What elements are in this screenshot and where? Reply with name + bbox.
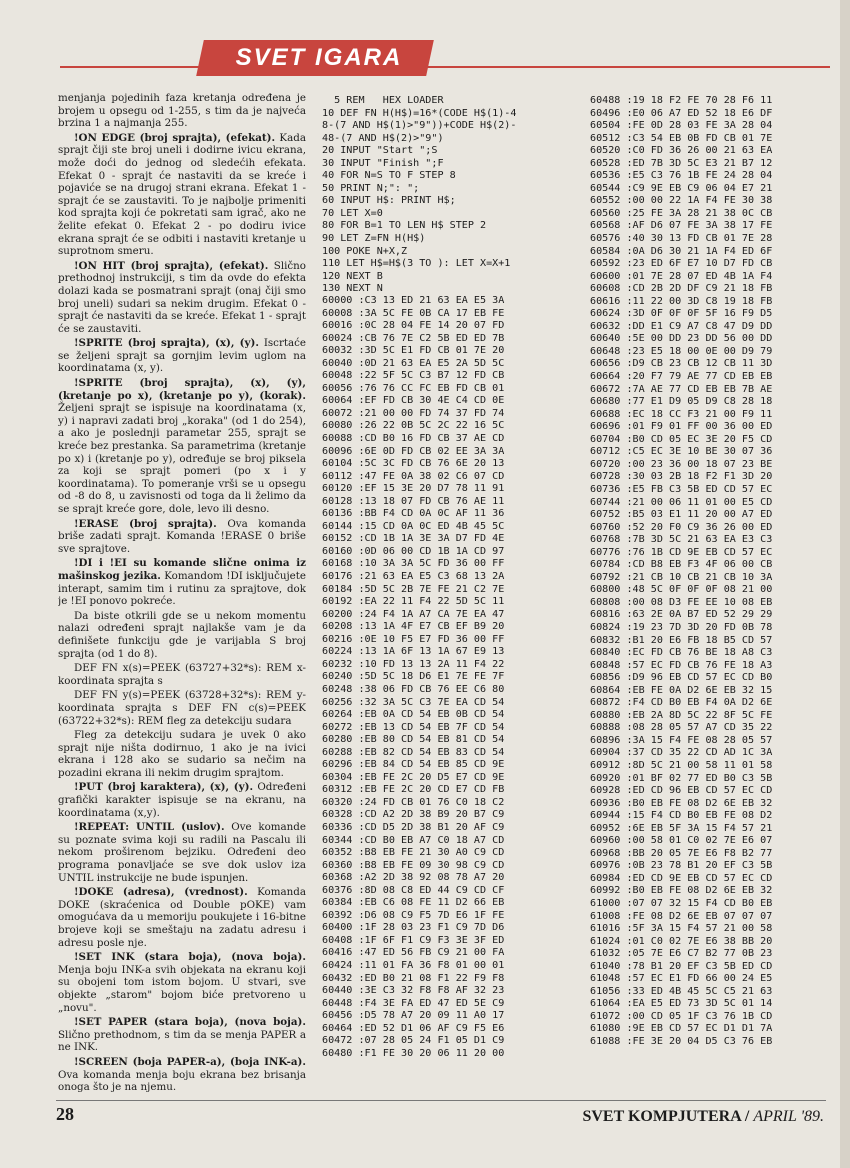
basic-line: 48-(7 AND H$(2)>"9") xyxy=(322,132,444,144)
hex-line: 60128 :13 18 07 FD CB 76 AE 11 xyxy=(322,495,505,507)
hex-line: 60640 :5E 00 DD 23 DD 56 00 DD xyxy=(590,333,773,345)
hex-line: 60232 :10 FD 13 13 2A 11 F4 22 xyxy=(322,658,505,670)
hex-line: 60016 :0C 28 04 FE 14 20 07 FD xyxy=(322,320,505,332)
hex-line: 60448 :F4 3E FA ED 47 ED 5E C9 xyxy=(322,997,505,1009)
hex-line: 60976 :0B 23 78 B1 20 EF C3 5B xyxy=(590,860,773,872)
article-paragraph: !SPRITE (broj sprajta), (x), (y). Iscrtaće se željeni sprajt sa gornjim levim uglom na koordinatama (x, y). xyxy=(58,337,306,375)
article-paragraph: menjanja pojedinih faza kretanja određena je brojem u opsegu od 1-255, s tim da je najveća brzina 1 a najmanja 255. xyxy=(58,92,306,130)
basic-line: 110 LET H$=H$(3 TO ): LET X=X+1 xyxy=(322,258,511,270)
hex-line: 60512 :C3 54 EB 0B FD CB 01 7E xyxy=(590,132,773,144)
basic-line: 8-(7 AND H$(1)>"9"))+CODE H$(2)- xyxy=(322,120,517,132)
hex-line: 60752 :B5 03 E1 11 20 00 A7 ED xyxy=(590,509,773,521)
hex-line: 60824 :19 23 7D 3D 20 FD 0B 78 xyxy=(590,621,773,633)
hex-line: 60304 :EB FE 2C 20 D5 E7 CD 9E xyxy=(322,771,505,783)
hex-line: 60712 :C5 EC 3E 10 BE 30 07 36 xyxy=(590,446,773,458)
hex-line: 60544 :C9 9E EB C9 06 04 E7 21 xyxy=(590,182,773,194)
hex-line: 60216 :0E 10 F5 E7 FD 36 00 FF xyxy=(322,633,505,645)
hex-line: 60800 :48 5C 0F 0F 0F 08 21 00 xyxy=(590,584,773,596)
hex-line: 60224 :13 1A 6F 13 1A 67 E9 13 xyxy=(322,646,505,658)
hex-line: 61000 :07 07 32 15 F4 CD B0 EB xyxy=(590,898,773,909)
hex-line: 60960 :00 58 01 C0 02 7E E6 07 xyxy=(590,835,773,847)
hex-line: 60064 :EF FD CB 30 4E C4 CD 0E xyxy=(322,395,505,407)
hex-line: 60136 :BB F4 CD 0A 0C AF 11 36 xyxy=(322,508,505,520)
hex-line: 60376 :8D 08 C8 ED 44 C9 CD CF xyxy=(322,884,505,896)
hex-line: 60584 :0A D6 30 21 1A F4 ED 6F xyxy=(590,245,773,257)
issue-date: APRIL '89. xyxy=(753,1108,824,1125)
page-edge xyxy=(840,0,850,1168)
footer-rule xyxy=(56,1100,826,1101)
hex-line: 61008 :FE 08 D2 6E EB 07 07 07 xyxy=(590,910,773,922)
hex-line: 60472 :07 28 05 24 F1 05 D1 C9 xyxy=(322,1035,505,1047)
article-paragraph: DEF FN y(s)=PEEK (63728+32*s): REM y-koordinata sprajta s DEF FN c(s)=PEEK (63722+32*s): REM fleg za detekciju sudara xyxy=(58,689,306,727)
hex-line: 60208 :13 1A 4F E7 CB EF B9 20 xyxy=(322,621,505,633)
hex-line: 61040 :78 B1 20 EF C3 5B ED CD xyxy=(590,960,773,972)
hex-dump-column-2 xyxy=(590,95,830,1049)
hex-line: 60496 :E0 06 A7 ED 52 18 E6 DF xyxy=(590,107,773,119)
hex-line: 60832 :B1 20 E6 FB 18 B5 CD 57 xyxy=(590,634,773,646)
hex-line: 60888 :08 28 05 57 A7 CD 35 22 xyxy=(590,722,773,734)
hex-line: 60688 :EC 18 CC F3 21 00 F9 11 xyxy=(590,408,773,420)
hex-line: 60424 :11 01 FA 36 F8 01 00 01 xyxy=(322,959,505,971)
hex-line: 60864 :EB FE 0A D2 6E EB 32 15 xyxy=(590,684,773,696)
hex-line: 60272 :EB 13 CD 54 EB 7F CD 54 xyxy=(322,721,505,733)
basic-line: 90 LET Z=FN H(H$) xyxy=(322,233,426,245)
hex-line: 60456 :D5 78 A7 20 09 11 A0 17 xyxy=(322,1010,505,1022)
hex-line: 60192 :EA 22 11 F4 22 5D 5C 11 xyxy=(322,596,505,608)
hex-line: 60296 :EB 84 CD 54 EB 85 CD 9E xyxy=(322,759,505,771)
hex-line: 60120 :EF 15 3E 20 D7 78 11 91 xyxy=(322,483,505,495)
hex-line: 60672 :7A AE 77 CD EB EB 7B AE xyxy=(590,383,773,395)
basic-line: 120 NEXT B xyxy=(322,270,383,282)
article-paragraph: !SET PAPER (stara boja), (nova boja). Slično prethodnom, s tim da se menja PAPER a ne INK. xyxy=(58,1016,306,1054)
hex-line: 60616 :11 22 00 3D C8 19 18 FB xyxy=(590,295,773,307)
hex-line: 60680 :77 E1 D9 05 D9 C8 28 18 xyxy=(590,396,773,408)
hex-line: 60648 :23 E5 18 00 0E 00 D9 79 xyxy=(590,345,773,357)
hex-line: 60096 :6E 0D FD CB 02 EE 3A 3A xyxy=(322,445,505,457)
hex-line: 60440 :3E C3 32 F8 F8 AF 32 23 xyxy=(322,985,505,997)
hex-line: 60528 :ED 7B 3D 5C E3 21 B7 12 xyxy=(590,157,773,169)
hex-line: 60104 :5C 3C FD CB 76 6E 20 13 xyxy=(322,458,505,470)
hex-line: 60880 :EB 2A 8D 5C 22 8F 5C FE xyxy=(590,709,773,721)
article-paragraph: !SET INK (stara boja), (nova boja). Menja boju INK-a svih objekata na ekranu koji su obojeni tom istom bojom. U stvari, sve objekte „starom" bojom biće pretvoreno u „novu". xyxy=(58,951,306,1014)
hex-line: 60320 :24 FD CB 01 76 C0 18 C2 xyxy=(322,796,505,808)
hex-line: 60312 :EB FE 2C 20 CD E7 CD FB xyxy=(322,784,505,796)
magazine-name: SVET KOMPJUTERA / xyxy=(582,1108,750,1125)
hex-line: 60984 :ED CD 9E EB CD 57 EC CD xyxy=(590,872,773,884)
hex-line: 60784 :CD B8 EB F3 4F 06 00 CB xyxy=(590,559,773,571)
hex-line: 60632 :DD E1 C9 A7 C8 47 D9 DD xyxy=(590,320,773,332)
header-rule xyxy=(60,66,830,68)
hex-line: 60776 :76 1B CD 9E EB CD 57 EC xyxy=(590,546,773,558)
hex-line: 60024 :CB 76 7E C2 5B ED ED 7B xyxy=(322,332,505,344)
hex-line: 60152 :CD 1B 1A 3E 3A D7 FD 4E xyxy=(322,533,505,545)
hex-line: 60288 :EB 82 CD 54 EB 83 CD 54 xyxy=(322,746,505,758)
hex-line: 60240 :5D 5C 18 D6 E1 7E FE 7F xyxy=(322,671,505,683)
hex-line: 60392 :D6 08 C9 F5 7D E6 1F FE xyxy=(322,909,505,921)
hex-line: 60936 :B0 EB FE 08 D2 6E EB 32 xyxy=(590,797,773,809)
article-paragraph: Fleg za detekciju sudara je uvek 0 ako sprajt nije ništa dodirnuo, 1 ako je na ivici ekrana i 128 ako se sudario sa nečim na pozadini ekrana ili nekim drugim sprajtom. xyxy=(58,729,306,779)
basic-line: 50 PRINT N;": "; xyxy=(322,182,420,194)
hex-line: 60384 :EB C6 08 FE 11 D2 66 EB xyxy=(322,897,505,909)
hex-line: 60336 :CD D5 2D 38 B1 20 AF C9 xyxy=(322,821,505,833)
hex-line: 60040 :0D 21 63 EA E5 2A 5D 5C xyxy=(322,357,505,369)
hex-line: 61032 :05 7E E6 C7 B2 77 0B 23 xyxy=(590,948,773,960)
basic-line: 20 INPUT "Start ";S xyxy=(322,145,438,157)
hex-line: 60360 :B8 EB FE 09 30 98 C9 CD xyxy=(322,859,505,871)
hex-line: 60504 :FE 0D 28 03 FE 3A 28 04 xyxy=(590,120,773,132)
article-paragraph: !ERASE (broj sprajta). Ova komanda briše zadati sprajt. Komanda !ERASE 0 briše sve sprajtove. xyxy=(58,517,306,555)
hex-line: 61088 :FE 3E 20 04 D5 C3 76 EB xyxy=(590,1036,773,1048)
hex-line: 60352 :B8 EB FE 21 30 A0 C9 CD xyxy=(322,847,505,859)
hex-line: 60624 :3D 0F 0F 0F 5F 16 F9 D5 xyxy=(590,308,773,320)
hex-line: 60408 :1F 6F F1 C9 F3 3E 3F ED xyxy=(322,934,505,946)
hex-line: 60848 :57 EC FD CB 76 FE 18 A3 xyxy=(590,659,773,671)
basic-line: 70 LET X=0 xyxy=(322,207,383,219)
hex-line: 60872 :F4 CD B0 EB F4 0A D2 6E xyxy=(590,697,773,709)
hex-line: 60568 :AF D6 07 FE 3A 38 17 FE xyxy=(590,220,773,232)
hex-line: 60576 :40 30 13 FD CB 01 7E 28 xyxy=(590,233,773,245)
hex-line: 60200 :24 F4 1A A7 CA 7E EA 47 xyxy=(322,608,505,620)
hex-line: 60808 :00 08 D3 FE EE 10 08 EB xyxy=(590,596,773,608)
hex-line: 60264 :EB 0A CD 54 EB 0B CD 54 xyxy=(322,709,505,721)
hex-line: 60920 :01 BF 02 77 ED B0 C3 5B xyxy=(590,772,773,784)
article-paragraph: !SPRITE (broj sprajta), (x), (y), (kretanje po x), (kretanje po y), (korak). Željeni sprajt se ispisuje na koordinatama (x, y) i napravi zadati broj „koraka" (od 1 do 254), a ako je poslednji parametar 255, sprajt se kreće bez prestanka. Sa parametrima (kretanje po x) i (kretanje po y), određuje se broj piksela za koji se sprajt pomeri (po x i y koordinatama). To pomeranje vrši se u opsegu od -8 do 8, u zavisnosti od toga da li želimo da se sprajt kreće gore, dole, levo ili desno. xyxy=(58,377,306,515)
hex-line: 60696 :01 F9 01 FF 00 36 00 ED xyxy=(590,421,773,433)
hex-line: 60080 :26 22 0B 5C 2C 22 16 5C xyxy=(322,420,505,432)
article-paragraph: !DOKE (adresa), (vrednost). Komanda DOKE (skraćenica od Double pOKE) vam omogućava da u memoriju poukujete i 16-bitne brojeve koji se smeštaju na zadatu adresu i adresu posle nje. xyxy=(58,886,306,949)
article-paragraph: DEF FN x(s)=PEEK (63727+32*s): REM x-koordinata sprajta s xyxy=(58,662,306,687)
hex-line: 60328 :CD A2 2D 38 B9 20 B7 C9 xyxy=(322,809,505,821)
hex-line: 60552 :00 00 22 1A F4 FE 30 38 xyxy=(590,195,773,207)
hex-line: 60048 :22 5F 5C C3 B7 12 FD CB xyxy=(322,370,505,382)
hex-line: 61016 :5F 3A 15 F4 57 21 00 58 xyxy=(590,923,773,935)
hex-line: 60904 :37 CD 35 22 CD AD 1C 3A xyxy=(590,747,773,759)
hex-line: 60368 :A2 2D 38 92 08 78 A7 20 xyxy=(322,872,505,884)
article-paragraph: !REPEAT: UNTIL (uslov). Ove komande su poznate svima koji su radili na Pascalu ili nekom proširenom bejziku. Određeni deo programa ponavljaće se sve dok uslov iza UNTIL instrukcije ne bude ispunjen. xyxy=(58,821,306,884)
hex-line: 60256 :32 3A 5C C3 7E EA CD 54 xyxy=(322,696,505,708)
hex-line: 60952 :6E EB 5F 3A 15 F4 57 21 xyxy=(590,822,773,834)
hex-line: 60464 :ED 52 D1 06 AF C9 F5 E6 xyxy=(322,1022,505,1034)
article-paragraph: !ON HIT (broj sprajta), (efekat). Slično prethodnoj instrukciji, s tim da ovde do efekta dolazi kada se posmatrani sprajt (onaj čiji smo broj uneli) sudari sa nekim drugim. Efekat 0 - sprajt će nastaviti da se kreće. Efekat 1 - sprajt će se zaustaviti. xyxy=(58,259,306,335)
page-number: 28 xyxy=(56,1104,74,1124)
hex-line: 60000 :C3 13 ED 21 63 EA E5 3A xyxy=(322,295,505,306)
hex-line: 60592 :23 ED 6F E7 10 D7 FD CB xyxy=(590,258,773,270)
hex-line: 60536 :E5 C3 76 1B FE 24 28 04 xyxy=(590,170,773,182)
hex-line: 60560 :25 FE 3A 28 21 38 0C CB xyxy=(590,207,773,219)
hex-line: 60160 :0D 06 00 CD 1B 1A CD 97 xyxy=(322,545,505,557)
hex-line: 60056 :76 76 CC FC EB FD CB 01 xyxy=(322,382,505,394)
basic-listing xyxy=(322,95,592,296)
basic-line: 80 FOR B=1 TO LEN H$ STEP 2 xyxy=(322,220,487,232)
hex-line: 60032 :3D 5C E1 FD CB 01 7E 20 xyxy=(322,345,505,357)
section-title: SVET IGARA xyxy=(235,44,403,71)
hex-line: 60088 :CD B0 16 FD CB 37 AE CD xyxy=(322,433,505,445)
hex-line: 60728 :30 03 2B 18 F2 F1 3D 20 xyxy=(590,471,773,483)
hex-line: 60168 :10 3A 3A 5C FD 36 00 FF xyxy=(322,558,505,570)
hex-line: 60944 :15 F4 CD B0 EB FE 08 D2 xyxy=(590,810,773,822)
hex-line: 60184 :5D 5C 2B 7E FE 21 C2 7E xyxy=(322,583,505,595)
hex-line: 60520 :C0 FD 36 26 00 21 63 EA xyxy=(590,145,773,157)
article-paragraph: !DI i !EI su komande slične onima iz mašinskog jezika. Komandom !DI isključujete interapt, samim tim i rutinu za sprajtove, dok je !EI ponovo pokreće. xyxy=(58,557,306,608)
hex-line: 60704 :B0 CD 05 EC 3E 20 F5 CD xyxy=(590,433,773,445)
hex-line: 60248 :38 06 FD CB 76 EE C6 80 xyxy=(322,683,505,695)
hex-line: 60008 :3A 5C FE 0B CA 17 EB FE xyxy=(322,307,505,319)
hex-line: 60656 :D9 CB 23 CB 12 CB 11 3D xyxy=(590,358,773,370)
hex-line: 60840 :EC FD CB 76 BE 18 A8 C3 xyxy=(590,647,773,659)
hex-line: 60896 :3A 15 F4 FE 08 28 05 57 xyxy=(590,734,773,746)
hex-line: 60760 :52 20 F0 C9 36 26 00 ED xyxy=(590,521,773,533)
hex-line: 60432 :ED B0 21 08 F1 22 F9 F8 xyxy=(322,972,505,984)
hex-line: 60600 :01 7E 28 07 ED 4B 1A F4 xyxy=(590,270,773,282)
hex-line: 60664 :20 F7 79 AE 77 CD EB EB xyxy=(590,371,773,383)
hex-line: 60344 :CD B0 EB A7 C0 18 A7 CD xyxy=(322,834,505,846)
hex-line: 60928 :ED CD 96 EB CD 57 EC CD xyxy=(590,785,773,797)
hex-line: 60768 :7B 3D 5C 21 63 EA E3 C3 xyxy=(590,534,773,546)
magazine-footer xyxy=(582,1108,824,1126)
basic-line: 130 NEXT N xyxy=(322,283,383,295)
hex-line: 60416 :47 ED 56 FB C9 21 00 FA xyxy=(322,947,505,959)
hex-line: 60816 :63 2E 0A B7 ED 52 29 29 xyxy=(590,609,773,621)
hex-line: 61080 :9E EB CD 57 EC D1 D1 7A xyxy=(590,1023,773,1035)
basic-line: 10 DEF FN H(H$)=16*(CODE H$(1)-4 xyxy=(322,107,517,119)
hex-line: 60608 :CD 2B 2D DF C9 21 18 FB xyxy=(590,283,773,295)
hex-line: 61048 :57 EC E1 FD 66 00 24 E5 xyxy=(590,973,773,985)
hex-line: 60112 :47 FE 0A 38 02 C6 07 CD xyxy=(322,470,505,482)
hex-line: 60736 :E5 FB C3 5B ED CD 57 EC xyxy=(590,483,773,495)
basic-line: 5 REM HEX LOADER xyxy=(322,95,444,106)
hex-line: 60400 :1F 28 03 23 F1 C9 7D D6 xyxy=(322,922,505,934)
hex-line: 60856 :D9 96 EB CD 57 EC CD B0 xyxy=(590,672,773,684)
hex-line: 61072 :00 CD 05 1F C3 76 1B CD xyxy=(590,1010,773,1022)
basic-line: 40 FOR N=S TO F STEP 8 xyxy=(322,170,456,182)
basic-line: 30 INPUT "Finish ";F xyxy=(322,157,444,169)
hex-line: 60992 :B0 EB FE 08 D2 6E EB 32 xyxy=(590,885,773,897)
article-paragraph: !ON EDGE (broj sprajta), (efekat). Kada sprajt čiji ste broj uneli i dodirne ivicu ekrana, može doći do jednog od sledećih efekata. Efekat 0 - sprajt će nastaviti da se kreće i pojaviće se na drugoj strani ekrana. Efekat 1 - sprajt će se zaustaviti. To je najbolje primeniti kod sprajta koji će pokretati sam igrač, ako ne želite efekat 0. Efekat 2 - po dodiru ivice ekrana sprajt će se odbiti i nastaviti kretanje u suprotnom smeru. xyxy=(58,131,306,258)
hex-dump-column-1 xyxy=(322,295,592,1060)
hex-line: 60072 :21 00 00 FD 74 37 FD 74 xyxy=(322,407,505,419)
article-paragraph: !SCREEN (boja PAPER-a), (boja INK-a). Ova komanda menja boju ekrana bez brisanja onoga što je na njemu. xyxy=(58,1055,306,1092)
hex-line: 60744 :21 00 06 11 01 00 E5 CD xyxy=(590,496,773,508)
hex-line: 60480 :F1 FE 30 20 06 11 20 00 xyxy=(322,1047,505,1059)
basic-line: 100 POKE N+X,Z xyxy=(322,245,408,257)
hex-line: 61056 :33 ED 4B 45 5C C5 21 63 xyxy=(590,985,773,997)
hex-line: 60144 :15 CD 0A 0C ED 4B 45 5C xyxy=(322,520,505,532)
hex-line: 60176 :21 63 EA E5 C3 68 13 2A xyxy=(322,571,505,583)
hex-line: 60912 :8D 5C 21 00 58 11 01 58 xyxy=(590,759,773,771)
hex-line: 60968 :BB 20 05 7E E6 F8 B2 77 xyxy=(590,847,773,859)
hex-line: 60280 :EB 80 CD 54 EB 81 CD 54 xyxy=(322,734,505,746)
article-text-column xyxy=(58,92,306,1092)
hex-line: 61024 :01 C0 02 7E E6 38 BB 20 xyxy=(590,935,773,947)
hex-line: 60488 :19 18 F2 FE 70 28 F6 11 xyxy=(590,95,773,106)
hex-line: 60792 :21 CB 10 CB 21 CB 10 3A xyxy=(590,571,773,583)
article-paragraph: !PUT (broj karaktera), (x), (y). Određeni grafički karakter ispisuje se na ekranu, na koordinatama (x,y). xyxy=(58,781,306,819)
basic-line: 60 INPUT H$: PRINT H$; xyxy=(322,195,456,207)
article-paragraph: Da biste otkrili gde se u nekom momentu nalazi određeni sprajt najlakše vam je da definišete funkciju gde je varijabla S broj sprajta (od 1 do 8). xyxy=(58,609,306,660)
hex-line: 61064 :EA E5 ED 73 3D 5C 01 14 xyxy=(590,998,773,1010)
hex-line: 60720 :00 23 36 00 18 07 23 BE xyxy=(590,458,773,470)
